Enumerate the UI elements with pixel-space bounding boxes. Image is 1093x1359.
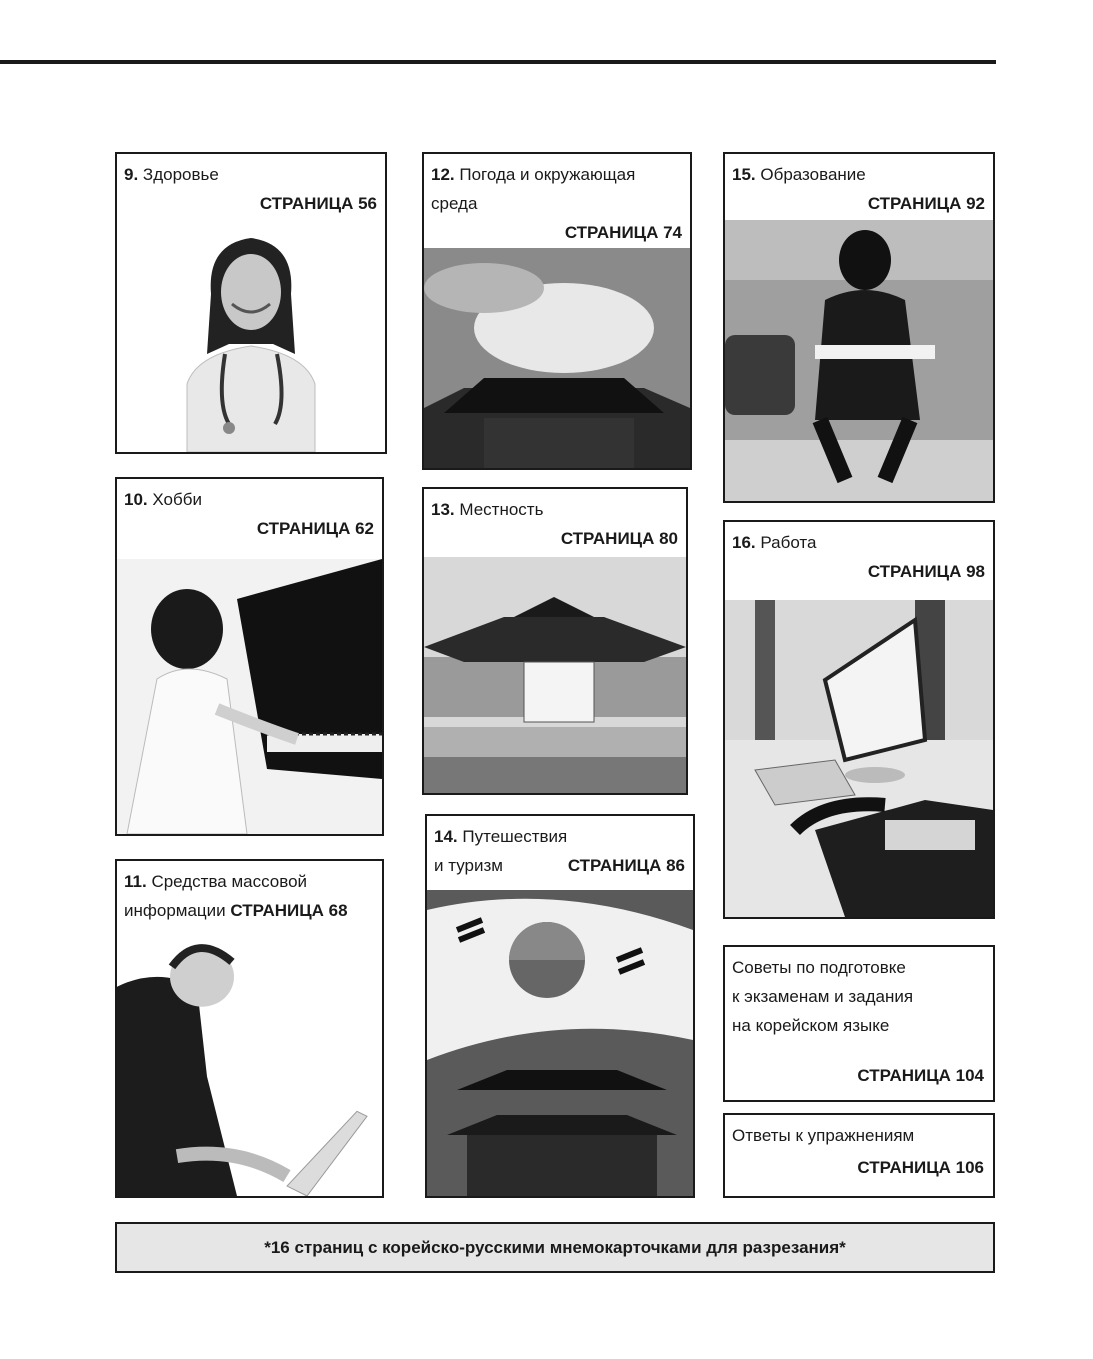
card-title: Хобби <box>152 490 202 509</box>
card-page: СТРАНИЦА 104 <box>857 1066 984 1085</box>
pavilion-photo <box>424 557 686 793</box>
card-work[interactable] <box>723 520 995 919</box>
flag-palace-photo <box>427 890 693 1196</box>
card-title-2: информации <box>124 901 226 920</box>
card-title: Путешествия <box>462 827 568 846</box>
card-page: СТРАНИЦА 80 <box>560 529 678 548</box>
card-title-2: среда <box>431 194 478 213</box>
card-answers[interactable] <box>723 1113 995 1198</box>
card-number: 12. <box>431 165 455 184</box>
sky-temple-photo <box>424 248 690 468</box>
card-page: СТРАНИЦА 56 <box>259 194 377 213</box>
card-hobby[interactable] <box>115 477 384 836</box>
card-title: Местность <box>459 500 544 519</box>
card-travel[interactable] <box>425 814 695 1198</box>
card-page: СТРАНИЦА 86 <box>567 856 685 875</box>
student-photo <box>725 220 993 501</box>
answers-title: Ответы к упражнениям <box>732 1126 915 1145</box>
card-exam-tips[interactable] <box>723 945 995 1102</box>
card-title-2: и туризм <box>434 856 503 875</box>
card-health[interactable] <box>115 152 387 454</box>
tips-line-3: на корейском языке <box>732 1016 890 1035</box>
card-title: Погода и окружающая <box>459 165 636 184</box>
card-number: 11. <box>124 872 147 891</box>
flashcards-note: *16 страниц с корейско-русскими мнемокарточками для разрезания* <box>115 1222 995 1273</box>
card-number: 16. <box>732 533 756 552</box>
card-title: Средства массовой <box>151 872 308 891</box>
card-title: Здоровье <box>142 165 219 184</box>
card-education[interactable] <box>723 152 995 503</box>
card-page: СТРАНИЦА 106 <box>857 1158 984 1177</box>
card-page: СТРАНИЦА 92 <box>867 194 985 213</box>
card-number: 14. <box>434 827 458 846</box>
card-title: Образование <box>760 165 866 184</box>
card-terrain[interactable] <box>422 487 688 795</box>
piano-girl-photo <box>117 559 382 834</box>
card-page: СТРАНИЦА 68 <box>230 901 348 920</box>
card-title: Работа <box>760 533 817 552</box>
card-page: СТРАНИЦА 98 <box>867 562 985 581</box>
card-number: 13. <box>431 500 455 519</box>
card-number: 15. <box>732 165 756 184</box>
top-rule <box>0 60 996 64</box>
card-number: 9. <box>124 165 139 184</box>
tips-line-2: к экзаменам и задания <box>732 987 914 1006</box>
office-photo <box>725 600 993 917</box>
card-media[interactable] <box>115 859 384 1198</box>
laptop-woman-photo <box>117 927 382 1196</box>
card-number: 10. <box>124 490 148 509</box>
tips-line-1: Советы по подготовке <box>732 958 906 977</box>
card-page: СТРАНИЦА 62 <box>256 519 374 538</box>
doctor-photo <box>117 224 385 452</box>
card-weather[interactable] <box>422 152 692 470</box>
card-page: СТРАНИЦА 74 <box>564 223 682 242</box>
